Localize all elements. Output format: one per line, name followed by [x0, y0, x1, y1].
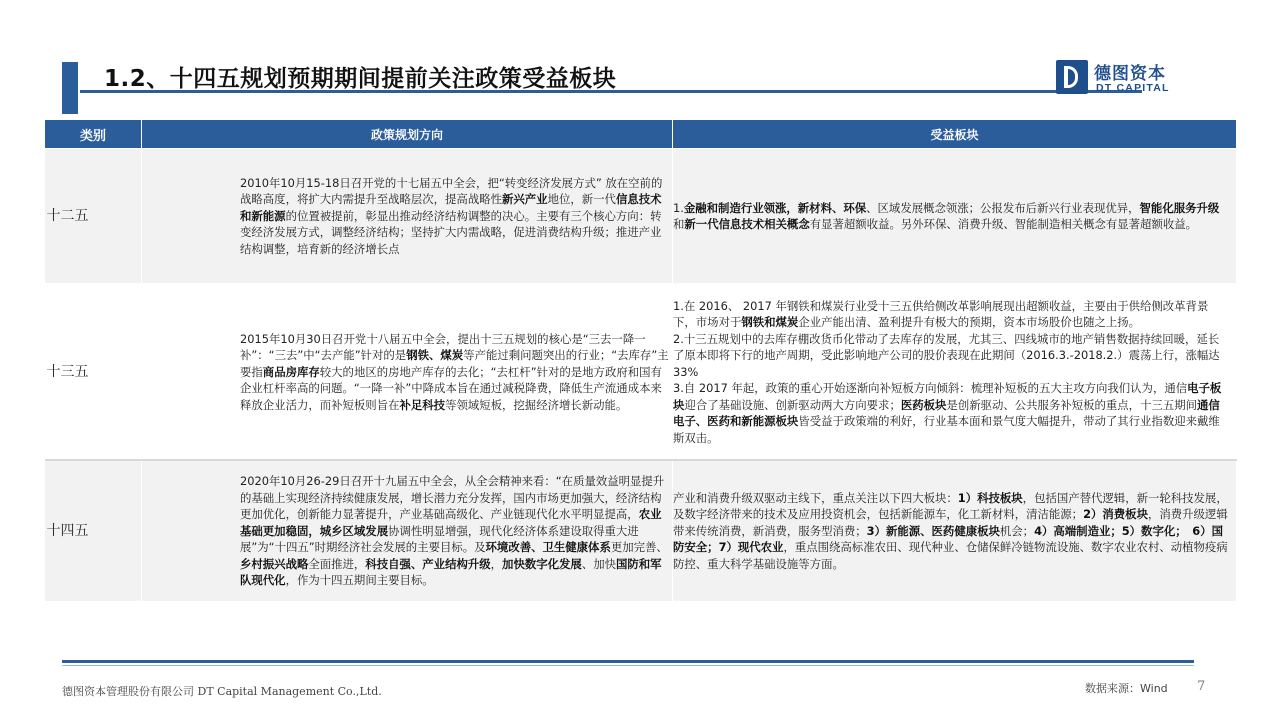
- table-row: [45, 460, 1237, 602]
- footer-divider-thin: [62, 665, 1194, 666]
- body-text: 1.: [673, 200, 684, 215]
- body-text: 机会；: [999, 523, 1035, 538]
- footer-divider: [62, 660, 1194, 663]
- highlight-text: 钢铁、煤炭: [406, 348, 464, 363]
- highlight-text: 农业基础更加稳固，城乡区域发展: [240, 507, 662, 538]
- page-number: 7: [1197, 679, 1206, 694]
- benefit-paragraph: [673, 298, 1230, 331]
- highlight-text: 电子板块: [673, 381, 1222, 412]
- footer-source: 数据来源：Wind: [1085, 682, 1168, 695]
- body-text: 产业和消费升级双驱动主线下，重点关注以下四大板块：: [673, 490, 958, 505]
- benefit-paragraph: [673, 331, 1230, 381]
- body-text: ，包括国产替代逻辑，新一轮科技发展，及数字经济带来的技术及应用投资机会，包括新能源车，化工新材料，清洁能源；: [673, 490, 1228, 522]
- body-text: 2015年10月30日召开党十八届五中全会，提出十三五规划的核心是“三去一降一补”：“三去”中“去产能”针对的是: [240, 331, 646, 363]
- logo-text-en: DT CAPITAL: [1096, 82, 1170, 94]
- logo-text-cn: 德图资本: [1094, 64, 1166, 84]
- body-text: 1.在 2016、 2017 年钢铁和煤炭行业受十三五供给侧改革影响展现出超额收益，主要由于供给侧改革背景下，市场对于: [673, 298, 1209, 330]
- row-direction: [142, 149, 673, 285]
- column-header-benefit: 受益板块: [673, 120, 1237, 149]
- body-text: ，重点围绕高标准农田、现代种业、仓储保鲜冷链物流设施、数字农业农村、动植物疫病防控、重大科学基础设施等方面。: [673, 540, 1228, 571]
- row-category: 十二五: [45, 149, 142, 285]
- highlight-text: 1）科技板块: [957, 490, 1023, 505]
- body-text: ，: [490, 556, 503, 571]
- highlight-text: 智能化服务升级: [1139, 200, 1220, 215]
- highlight-text: 商品房库存: [262, 364, 320, 379]
- highlight-text: 环境改善、卫生健康体系: [485, 540, 611, 555]
- column-header-direction: 政策规划方向: [142, 120, 673, 149]
- highlight-text: 通信电子、医药和新能源板块: [673, 397, 1220, 429]
- highlight-text: 补足科技: [399, 397, 446, 412]
- row-direction: [142, 460, 673, 602]
- row-direction: [142, 284, 673, 460]
- row-category: 十三五: [45, 284, 142, 460]
- benefit-paragraph: [673, 200, 1230, 233]
- table-header-row: [45, 120, 1237, 149]
- highlight-text: 国防和军队现代化: [240, 556, 662, 588]
- highlight-text: 加快数字化发展: [502, 556, 582, 571]
- table-row: [45, 284, 1237, 460]
- body-text: 更加完善、: [610, 540, 668, 555]
- row-benefit: [673, 460, 1237, 602]
- highlight-text: 新一代信息技术相关概念: [684, 217, 810, 231]
- body-text: 企业产能出清、盈利提升有极大的预期，资本市场股价也随之上扬。: [798, 315, 1141, 330]
- footer-company: 德图资本管理股份有限公司 DT Capital Management Co.,Ltd.: [62, 685, 382, 698]
- highlight-text: 新兴产业: [502, 192, 548, 207]
- body-text: 是创新驱动、公共服务补短板的重点，十三五期间: [946, 397, 1198, 412]
- highlight-text: 科技自强、产业结构升级: [365, 556, 491, 571]
- body-text: 等产能过剩问题突出的行业；“去库存”主要指: [240, 348, 669, 379]
- body-text: 2020年10月26-29日召开十九届五中全会，从全会精神来看：“在质量效益明显提升的基础上实现经济持续健康发展，增长潜力充分发挥，国内市场更加强大，经济结构更加优化，创新能力显著提升，产业基础高级化、产业链现代化水平明显提高，: [240, 474, 665, 522]
- page-title: 1.2、十四五规划预期期间提前关注政策受益板块: [104, 66, 617, 92]
- body-text: 2.十三五规划中的去库存棚改货币化带动了去库存的发展，尤其三、四线城市的地产销售数据持续回暖，延长了原本即将下行的地产周期，受此影响地产公司的股价表现在此期间（2016.3.-2018.2.）震荡上行，涨幅达 33%: [673, 331, 1220, 379]
- highlight-text: 3）新能源、医药健康板块: [866, 523, 1000, 538]
- company-logo: [1056, 60, 1196, 96]
- row-category: 十四五: [45, 460, 142, 602]
- logo-mark-icon: [1056, 60, 1088, 94]
- body-text: 3.自 2017 年起，政策的重心开始逐渐向补短板方向倾斜：梳理补短板的五大主攻方向我们认为，通信: [673, 381, 1188, 396]
- highlight-text: 金融和制造行业领涨，新材料、环保: [683, 200, 867, 215]
- title-accent-bar: [62, 62, 78, 114]
- body-text: 协调性明显增强，现代化经济体系建设取得重大进展”为“十四五”时期经济社会发展的主要目标。及: [240, 523, 639, 555]
- body-text: 有显著超额收益。另外环保、消费升级、智能制造相关概念有显著超额收益。: [809, 217, 1198, 231]
- body-text: 2010年10月15-18日召开党的十七届五中全会，把“转变经济发展方式” 放在空前的战略高度，将扩大内需提升至战略层次，提高战略性: [240, 175, 663, 207]
- highlight-text: 医药板块: [900, 397, 947, 412]
- row-benefit: [673, 284, 1237, 460]
- body-text: 地位，新一代: [547, 192, 616, 207]
- highlight-text: 信息技术和新能源: [240, 192, 662, 223]
- body-text: ，消费升级逻辑带来传统消费，新消费，服务型消费；: [673, 507, 1228, 538]
- highlight-text: 4）高端制造业；5）数字化； 6）国防安全；7）现代农业: [673, 523, 1224, 555]
- body-text: 的位置被提前，彰显出推动经济结构调整的决心。主要有三个核心方向：转变经济发展方式，调整经济结构；坚持扩大内需战略，促进消费结构升级；推进产业结构调整，培育新的经济增长点: [240, 208, 662, 256]
- highlight-text: 2）消费板块: [1083, 507, 1148, 522]
- body-text: 、加快: [581, 556, 616, 571]
- body-text: 全面推进，: [308, 556, 366, 571]
- body-text: 、区域发展概念领涨；公报发布后新兴行业表现优异，: [866, 200, 1140, 215]
- column-header-category: 类别: [45, 120, 142, 149]
- body-text: 迎合了基础设施、创新驱动两大方向要求；: [684, 397, 901, 412]
- policy-table: [44, 119, 1237, 603]
- benefit-paragraph: [673, 380, 1230, 446]
- body-text: 较大的地区的房地产库存的去化；“去杠杆”针对的是地方政府和国有企业杠杆率高的问题。“一降一补”中降成本旨在通过减税降费，降低生产流通成本来释放企业活力，而补短板则旨在: [240, 364, 662, 412]
- benefit-paragraph: [673, 490, 1230, 573]
- highlight-text: 钢铁和煤炭: [741, 315, 799, 330]
- row-benefit: [673, 149, 1237, 285]
- highlight-text: 乡村振兴战略: [240, 556, 309, 571]
- table-row: [45, 149, 1237, 285]
- body-text: ，作为十四五期间主要目标。: [285, 573, 434, 588]
- body-text: 等领域短板，挖掘经济增长新动能。: [445, 397, 628, 412]
- body-text: 皆受益于政策端的利好，行业基本面和景气度大幅提升，带动了其行业指数迎来戴维斯双击。: [673, 414, 1220, 445]
- body-text: 和: [673, 217, 685, 231]
